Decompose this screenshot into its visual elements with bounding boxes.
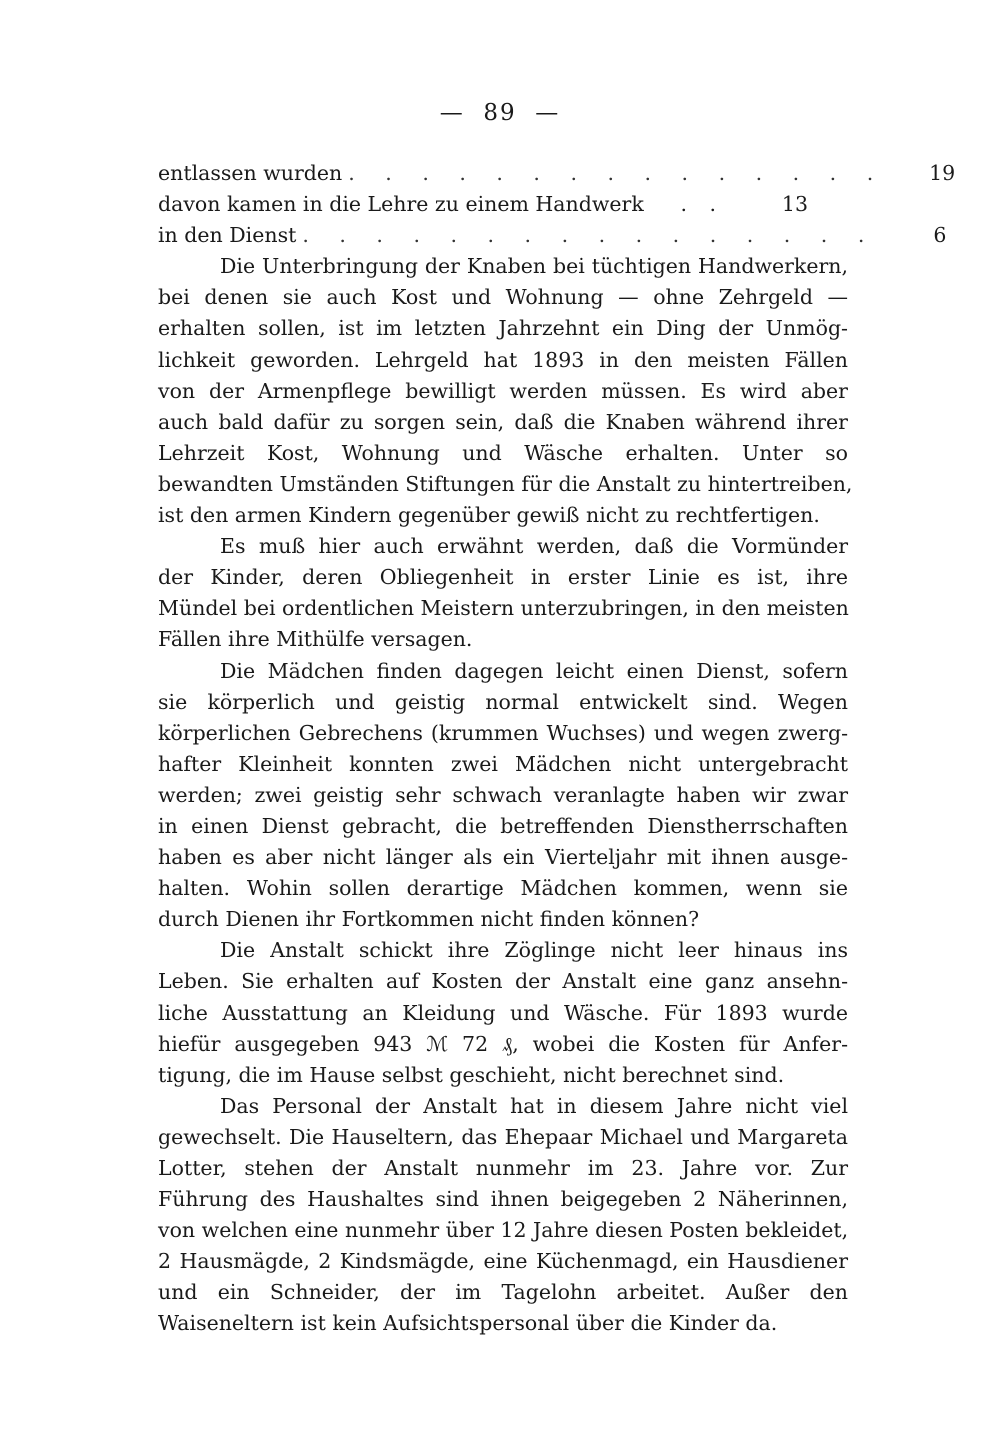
list-label: davon kamen in die Lehre zu einem Handwerk xyxy=(158,192,644,217)
text-line: hiefür ausgegeben 943 ℳ 72 ₰, wobei die Kosten für Anfer- xyxy=(158,1031,848,1056)
text-line: tigung, die im Hause selbst geschieht, nicht berechnet sind. xyxy=(158,1062,785,1087)
body-text xyxy=(158,251,853,1339)
text-line: von welchen eine nunmehr über 12 Jahre diesen Posten bekleidet, xyxy=(158,1218,849,1243)
text-line: werden; zwei geistig sehr schwach veranlagte haben wir zwar xyxy=(158,782,848,807)
text-line: erhalten sollen, ist im letzten Jahrzehnt ein Ding der Unmög- xyxy=(158,316,848,341)
list-row xyxy=(158,189,848,220)
text-line: 2 Hausmägde, 2 Kindsmägde, eine Küchenmagd, ein Hausdiener xyxy=(158,1249,848,1274)
text-line: von der Armenpflege bewilligt werden müssen. Es wird aber xyxy=(158,378,848,403)
text-line: halten. Wohin sollen derartige Mädchen kommen, wenn sie xyxy=(158,876,848,901)
text-line: bei denen sie auch Kost und Wohnung — ohne Zehrgeld — xyxy=(158,285,848,310)
text-line: Es muß hier auch erwähnt werden, daß die Vormünder xyxy=(220,534,848,559)
list-label: in den Dienst xyxy=(158,223,297,248)
text-line: Führung des Haushaltes sind ihnen beigegeben 2 Näherinnen, xyxy=(158,1187,848,1212)
list-value: 13 xyxy=(781,192,808,217)
text-line: Die Anstalt schickt ihre Zöglinge nicht leer hinaus ins xyxy=(220,938,848,963)
text-line: Fällen ihre Mithülfe versagen. xyxy=(158,627,473,652)
text-line: Mündel bei ordentlichen Meistern unterzubringen, in den meisten xyxy=(158,596,849,621)
text-line: haben es aber nicht länger als ein Vierteljahr mit ihnen ausge- xyxy=(158,845,848,870)
text-line: durch Dienen ihr Fortkommen nicht finden können? xyxy=(158,907,700,932)
text-line: gewechselt. Die Hauseltern, das Ehepaar Michael und Margareta xyxy=(158,1124,848,1149)
paragraph xyxy=(158,935,848,1090)
list-row xyxy=(158,158,956,189)
text-line: Die Mädchen finden dagegen leicht einen Dienst, sofern xyxy=(220,658,848,683)
leader-dots: . . xyxy=(680,192,724,217)
text-line: Lehrzeit Kost, Wohnung und Wäsche erhalten. Unter so xyxy=(158,440,848,465)
text-line: liche Ausstattung an Kleidung und Wäsche. Für 1893 wurde xyxy=(158,1000,848,1025)
paragraph xyxy=(158,531,848,655)
text-line: und ein Schneider, der im Tagelohn arbeitet. Außer den xyxy=(158,1280,848,1305)
text-line: körperlichen Gebrechens (krummen Wuchses) und wegen zwerg- xyxy=(158,720,848,745)
text-line: Das Personal der Anstalt hat in diesem Jahre nicht viel xyxy=(220,1093,848,1118)
list-value: 19 xyxy=(929,161,956,185)
text-line: Waiseneltern ist kein Aufsichtspersonal über die Kinder da. xyxy=(158,1311,778,1336)
text-line: in einen Dienst gebracht, die betreffenden Dienstherrschaften xyxy=(158,813,848,838)
list-row xyxy=(158,220,947,251)
paragraph xyxy=(158,1091,848,1340)
text-line: bewandten Umständen Stiftungen für die Anstalt zu hintertreiben, xyxy=(158,471,853,496)
list-label: entlassen wurden xyxy=(158,161,343,185)
text-line: Leben. Sie erhalten auf Kosten der Anstalt eine ganz ansehn- xyxy=(158,969,848,994)
paragraph xyxy=(158,656,848,936)
text-line: hafter Kleinheit konnten zwei Mädchen nicht untergebracht xyxy=(158,751,848,776)
text-line: der Kinder, deren Obliegenheit in erster Linie es ist, ihre xyxy=(158,565,848,590)
text-line: lichkeit geworden. Lehrgeld hat 1893 in den meisten Fällen xyxy=(158,347,848,372)
leader-dots: . . . . . . . . . . . . . . . xyxy=(348,161,886,185)
list-value: 6 xyxy=(933,223,947,248)
text-line: auch bald dafür zu sorgen sein, daß die Knaben während ihrer xyxy=(158,409,848,434)
paragraph xyxy=(158,251,853,531)
text-line: Lotter, stehen der Anstalt nunmehr im 23. Jahre vor. Zur xyxy=(158,1156,848,1180)
text-line: Die Unterbringung der Knaben bei tüchtigen Handwerkern, xyxy=(220,254,848,279)
text-line: sie körperlich und geistig normal entwickelt sind. Wegen xyxy=(158,689,848,714)
text-line: ist den armen Kindern gegenüber gewiß nicht zu rechtfertigen. xyxy=(158,503,820,528)
page-number: — 89 — xyxy=(439,100,561,126)
text-block xyxy=(158,158,956,1340)
leader-dots: . . . . . . . . . . . . . . . . xyxy=(302,223,877,248)
